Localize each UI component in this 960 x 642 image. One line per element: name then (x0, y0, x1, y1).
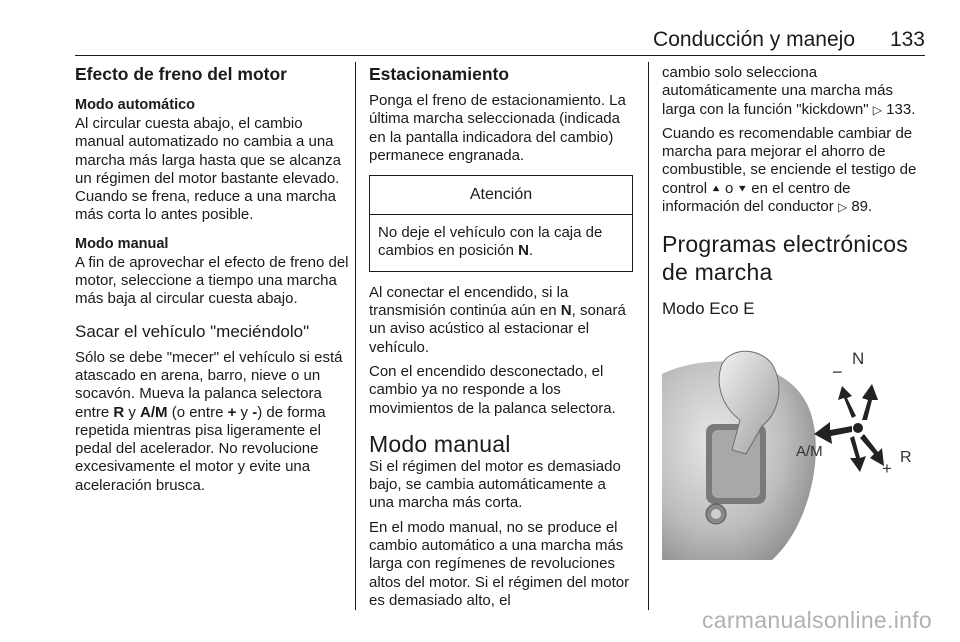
kickdown-text: cambio solo selecciona automáticamente una marcha más larga con la función "kickdown" ▷ 133. (662, 64, 916, 118)
ignition-off-text: Con el encendido desconectado, el cambio ya no responde a los movimientos de la palanca selectora. (369, 362, 616, 417)
gear-selector-illustration (662, 334, 926, 560)
header-rule (75, 55, 925, 56)
column-divider-2 (648, 62, 649, 610)
page-header (75, 26, 925, 56)
label-n: N (852, 349, 865, 369)
column-1 (75, 62, 351, 495)
ref-triangle-icon: ▷ (837, 200, 848, 215)
label-r: R (900, 449, 912, 467)
parking-text: Ponga el freno de estacionamiento. La última marcha seleccionada (indicada en la pantalla indicadora del cambio) permanece engranada. (369, 92, 626, 164)
section-title: Conducción y manejo (653, 28, 855, 51)
engine-brake-heading: Efecto de freno del motor (75, 64, 287, 84)
auto-mode-text: Al circular cuesta abajo, el cambio manual automatizado no cambia a una marcha más larga hasta que se alcanza un régimen del motor bastante elevado. Cuando se frena, reduce a una marcha más corta lo antes posible. (75, 115, 341, 224)
column-2 (369, 62, 633, 610)
rocking-heading: Sacar el vehículo "meciéndolo" (75, 321, 310, 341)
eco-mode-heading: Modo Eco E (662, 299, 755, 319)
attention-title: Atención (370, 176, 632, 215)
ignition-text: Al conectar el encendido, si la transmisión continúa aún en N, sonará un aviso acústico al estacionar el vehículo. (369, 283, 626, 356)
downshift-icon: ⯆ (737, 181, 748, 196)
page-number: 133 (889, 28, 925, 51)
gear-selector-svg (662, 334, 926, 560)
parking-heading: Estacionamiento (369, 64, 510, 84)
arrow-am (814, 422, 852, 444)
label-minus: − (832, 362, 843, 383)
rocking-text: Sólo se debe "mecer" el vehículo si está atascado en arena, barro, nieve o un socavón. Mueva la palanca selectora entre R y A/M (o entre + y -) de forma repetida mientras pisa ligeramente el pedal del acelerador. No revolucione excesivamente el motor y evite una aceleración brusca. (75, 348, 343, 494)
arrow-minus (838, 386, 856, 418)
programs-heading: Programas electrónicos de marcha (662, 231, 909, 286)
upshift-icon: ⯅ (711, 181, 721, 196)
manual-mode-text-2: En el modo manual, no se produce el cambio automático a una marcha más larga con regímenes de revoluciones altos del motor. Si el régimen del motor es demasiado alto, el (369, 518, 630, 609)
label-plus: + (882, 459, 892, 479)
column-3 (662, 62, 926, 560)
arrow-n (862, 384, 878, 420)
auto-mode-label: Modo automático (75, 97, 196, 113)
attention-box (369, 175, 633, 272)
watermark: carmanualsonline.info (701, 607, 932, 633)
shift-center-dot (853, 423, 863, 433)
column-divider-1 (355, 62, 356, 610)
manual-mode-label: Modo manual (75, 235, 169, 252)
manual-mode-heading: Modo manual (369, 430, 511, 457)
label-am: A/M (796, 443, 823, 461)
eco-button-inner (711, 509, 721, 519)
shift-recommend-text: Cuando es recomendable cambiar de marcha para mejorar el ahorro de combustible, se enciende el testigo de control ⯅ o ⯆ en el centro de información del conductor ▷ 89. (662, 124, 917, 216)
ref-triangle-icon: ▷ (872, 102, 882, 117)
manual-mode-text: A fin de aprovechar el efecto de freno del motor, seleccione a tiempo una marcha más baja al circular cuesta abajo. (75, 253, 349, 308)
attention-text: No deje el vehículo con la caja de cambios en posición N. (378, 224, 603, 260)
manual-mode-text-1: Si el régimen del motor es demasiado bajo, se cambia automáticamente a una marcha más corta. (369, 457, 621, 512)
